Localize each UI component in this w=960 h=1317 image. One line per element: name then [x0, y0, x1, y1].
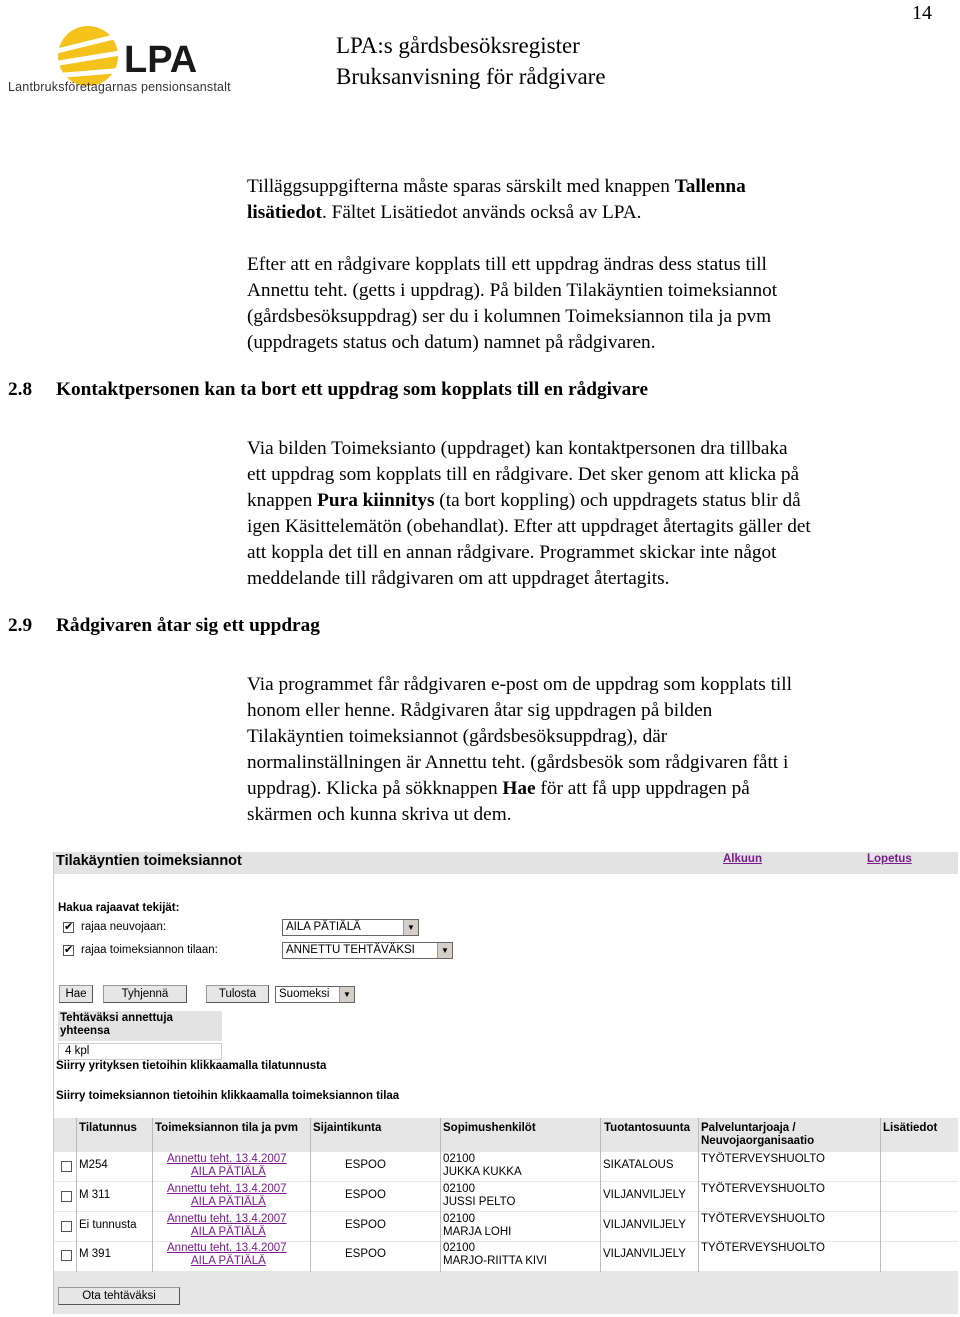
chevron-down-icon: ▼ [339, 987, 354, 1002]
paragraph-withdraw [247, 436, 917, 591]
p2-line: Annettu teht. (getts i uppdrag). På bilden Tilakäyntien toimeksiannot [247, 279, 778, 301]
row-advisor[interactable]: AILA PÄTIÄLÄ [191, 1226, 266, 1238]
row-tilatunnus[interactable]: M 311 [79, 1189, 111, 1201]
filter-advisor-label: rajaa neuvojaan: [81, 921, 167, 933]
row-person: MARJA LOHI [443, 1226, 512, 1238]
row-code: 02100 [443, 1242, 475, 1254]
p2-line: (uppdragets status och datum) namnet på rådgivaren. [247, 331, 656, 353]
row-checkbox[interactable] [61, 1161, 72, 1172]
p3-line: att koppla det till en annan rådgivare. Programmet skickar inte något [247, 541, 777, 563]
row-provider: TYÖTERVEYSHUOLTO [701, 1153, 825, 1165]
row-production: VILJANVILJELY [603, 1219, 686, 1231]
row-code: 02100 [443, 1153, 475, 1165]
column-divider [600, 1118, 601, 1272]
ota-tehtavaksi-button[interactable]: Ota tehtäväksi [58, 1287, 180, 1305]
row-status-link[interactable]: Annettu teht. 13.4.2007 [167, 1153, 287, 1165]
status-select-value: ANNETTU TEHTÄVÄKSI [286, 944, 415, 956]
section-title: Rådgivaren åtar sig ett uppdrag [56, 615, 320, 636]
screenshot-title: Tilakäyntien toimeksiannot [56, 853, 242, 869]
p4-text: uppdrag). Klicka på sökknappen [247, 777, 503, 799]
row-production: VILJANVILJELY [603, 1248, 686, 1260]
language-select-value: Suomeksi [279, 988, 330, 1000]
row-production: SIKATALOUS [603, 1159, 674, 1171]
alkuun-link[interactable]: Alkuun [723, 853, 762, 865]
row-checkbox[interactable] [61, 1221, 72, 1232]
tyhjenna-button[interactable]: Tyhjennä [103, 985, 187, 1003]
row-person: MARJO-RIITTA KIVI [443, 1255, 547, 1267]
col-header-tilatunnus: Tilatunnus [79, 1122, 137, 1134]
row-code: 02100 [443, 1183, 475, 1195]
chevron-down-icon: ▼ [437, 943, 452, 958]
column-divider [152, 1118, 153, 1272]
row-code: 02100 [443, 1213, 475, 1225]
p3-line: meddelande till rådgivaren om att uppdraget återtagits. [247, 567, 670, 589]
chevron-down-icon: ▼ [403, 920, 418, 935]
header-line-1: LPA:s gårdsbesöksregister [336, 33, 580, 58]
logo-tagline: Lantbruksföretagarnas pensionsanstalt [8, 80, 231, 94]
row-kunta: ESPOO [345, 1189, 386, 1201]
page-number: 14 [912, 2, 932, 24]
p3-bold-pura: Pura kiinnitys [317, 489, 435, 511]
hint-assignment-link: Siirry toimeksiannon tietoihin klikkaamalla toimeksiannon tilaa [56, 1090, 400, 1102]
row-status-link[interactable]: Annettu teht. 13.4.2007 [167, 1213, 287, 1225]
p3-line: ett uppdrag som kopplats till en rådgivare. Det sker genom att klicka på [247, 463, 800, 485]
total-box [58, 1011, 222, 1059]
row-provider: TYÖTERVEYSHUOLTO [701, 1242, 825, 1254]
column-divider [310, 1118, 311, 1272]
p4-line: Tilakäyntien toimeksiannot (gårdsbesöksuppdrag), där [247, 725, 668, 747]
row-tilatunnus[interactable]: M 391 [79, 1248, 111, 1260]
advisor-select[interactable] [282, 919, 419, 936]
row-status-link[interactable]: Annettu teht. 13.4.2007 [167, 1242, 287, 1254]
total-value: 4 kpl [58, 1043, 222, 1060]
p1-text-d: . Fältet Lisätiedot används också av LPA. [321, 201, 642, 223]
row-checkbox[interactable] [61, 1250, 72, 1261]
total-heading: Tehtäväksi annettuja yhteensa [58, 1011, 222, 1041]
col-header-persons: Sopimushenkilöt [443, 1122, 536, 1134]
p1-text-a: Tilläggsuppgifterna måste sparas särskilt med knappen [247, 176, 675, 197]
hint-farm-link: Siirry yrityksen tietoihin klikkaamalla tilatunnusta [56, 1060, 327, 1072]
logo-lpa-text: LPA [124, 39, 198, 81]
tulosta-button[interactable]: Tulosta [206, 985, 269, 1003]
app-screenshot [53, 852, 958, 1314]
paragraph-status [247, 252, 917, 356]
section-number: 2.8 [8, 379, 33, 400]
hae-button[interactable]: Hae [59, 985, 93, 1003]
p2-line: Efter att en rådgivare kopplats till ett uppdrag ändras dess status till [247, 254, 767, 275]
row-advisor[interactable]: AILA PÄTIÄLÄ [191, 1166, 266, 1178]
p3-text: (ta bort koppling) och uppdragets status blir då [434, 489, 801, 511]
advisor-select-value: AILA PÄTIÄLÄ [286, 921, 361, 933]
column-divider [880, 1118, 881, 1272]
column-divider [698, 1118, 699, 1272]
section-number: 2.9 [8, 615, 33, 636]
p4-bold-hae: Hae [502, 777, 536, 799]
col-header-provider: Palveluntarjoaja / Neuvojaorganisaatio [701, 1122, 815, 1147]
row-person: JUKKA KUKKA [443, 1166, 522, 1178]
filter-heading: Hakua rajaavat tekijät: [58, 902, 180, 914]
row-status-link[interactable]: Annettu teht. 13.4.2007 [167, 1183, 287, 1195]
col-header-lisatiedot: Lisätiedot [883, 1122, 938, 1134]
section-title: Kontaktpersonen kan ta bort ett uppdrag som kopplats till en rådgivare [56, 379, 649, 400]
p4-line: skärmen och kunna skriva ut dem. [247, 803, 512, 825]
row-advisor[interactable]: AILA PÄTIÄLÄ [191, 1196, 266, 1208]
row-checkbox[interactable] [61, 1191, 72, 1202]
p1-bold-lisatiedot: lisätiedot [247, 201, 322, 223]
status-select[interactable] [282, 942, 453, 959]
column-divider [440, 1118, 441, 1272]
filter-advisor-checkbox[interactable] [63, 922, 74, 933]
row-kunta: ESPOO [345, 1248, 386, 1260]
col-header-status: Toimeksiannon tila ja pvm [155, 1122, 298, 1134]
section-heading-2-9 [8, 615, 320, 637]
row-kunta: ESPOO [345, 1159, 386, 1171]
p4-line: normalinställningen är Annettu teht. (gårdsbesök som rådgivaren fått i [247, 751, 789, 773]
p1-bold-tallenna: Tallenna [674, 176, 746, 197]
p3-line: igen Käsittelemätön (obehandlat). Efter att uppdraget återtagits gäller det [247, 515, 811, 537]
p4-line: Via programmet får rådgivaren e-post om de uppdrag som kopplats till [247, 674, 792, 695]
row-kunta: ESPOO [345, 1219, 386, 1231]
filter-status-label: rajaa toimeksiannon tilaan: [81, 944, 218, 956]
row-person: JUSSI PELTO [443, 1196, 516, 1208]
row-provider: TYÖTERVEYSHUOLTO [701, 1183, 825, 1195]
language-select[interactable] [275, 986, 355, 1003]
section-heading-2-8 [8, 379, 648, 401]
col-header-kunta: Sijaintikunta [313, 1122, 382, 1134]
row-tilatunnus[interactable]: M254 [79, 1159, 108, 1171]
paragraph-save-info [247, 174, 917, 226]
column-divider [76, 1118, 77, 1272]
p2-line: (gårdsbesöksuppdrag) ser du i kolumnen Toimeksiannon tila ja pvm [247, 305, 772, 327]
header-line-2: Bruksanvisning för rådgivare [336, 64, 606, 89]
col-header-production: Tuotantosuunta [604, 1122, 691, 1134]
row-tilatunnus[interactable]: Ei tunnusta [79, 1219, 137, 1231]
row-production: VILJANVILJELY [603, 1189, 686, 1201]
row-provider: TYÖTERVEYSHUOLTO [701, 1213, 825, 1225]
p3-text: knappen [247, 489, 318, 511]
row-advisor[interactable]: AILA PÄTIÄLÄ [191, 1255, 266, 1267]
document-header [336, 30, 606, 92]
lopetus-link[interactable]: Lopetus [867, 853, 912, 865]
p3-line: Via bilden Toimeksianto (uppdraget) kan kontaktpersonen dra tillbaka [247, 438, 788, 459]
p4-line: honom eller henne. Rådgivaren åtar sig uppdragen på bilden [247, 699, 713, 721]
paragraph-accept [247, 672, 917, 827]
filter-status-checkbox[interactable] [63, 945, 74, 956]
p4-text: för att få upp uppdragen på [535, 777, 750, 799]
